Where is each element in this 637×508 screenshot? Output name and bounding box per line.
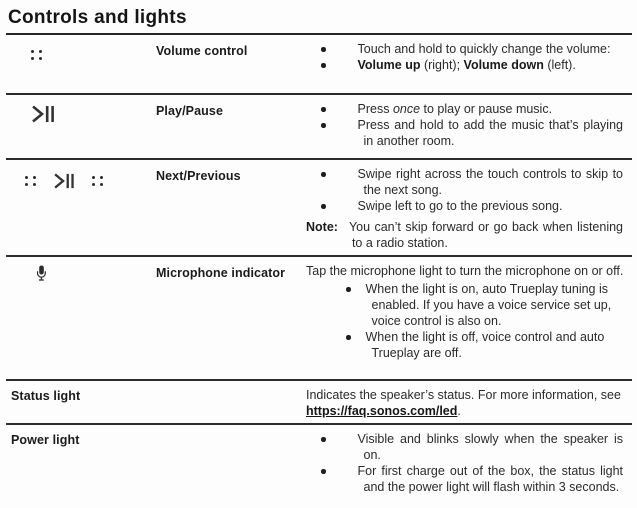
label-cell	[6, 381, 306, 423]
bullet-item	[306, 57, 623, 73]
row-label: Volume control	[156, 44, 248, 58]
row-label: Status light	[11, 389, 81, 403]
row-status-light	[6, 381, 632, 425]
bullet-item	[306, 117, 623, 149]
bullet-item	[306, 431, 623, 463]
microphone-icon	[35, 265, 156, 282]
description-cell	[306, 95, 632, 158]
label-cell	[156, 35, 306, 93]
bullet-dot-icon	[346, 335, 351, 340]
bullet-dot-icon	[321, 47, 326, 52]
bullet-dot-icon	[321, 469, 326, 474]
row-label: Microphone indicator	[156, 266, 286, 280]
next-dots-icon	[92, 176, 103, 186]
description-cell	[306, 425, 632, 508]
bullet-item	[306, 329, 626, 361]
row-power-light	[6, 425, 632, 508]
previous-dots-icon	[25, 176, 36, 186]
icon-cell	[6, 160, 156, 255]
controls-table	[6, 33, 632, 508]
bullet-dot-icon	[321, 437, 326, 442]
bullet-text: Swipe right across the touch controls to skip to the next song.	[357, 167, 623, 197]
bullet-text: Volume up (right); Volume down (left).	[357, 58, 576, 72]
label-cell	[156, 95, 306, 158]
bullet-item	[306, 281, 626, 329]
description-cell	[306, 381, 632, 423]
note-text: You can’t skip forward or go back when listening to a radio station.	[348, 220, 623, 250]
row-microphone-indicator	[6, 257, 632, 381]
page-title: Controls and lights	[8, 7, 187, 28]
bullet-item	[306, 41, 623, 57]
bullet-text: When the light is on, auto Trueplay tuning is enabled. If you have a voice service set up, voice control is also on.	[365, 282, 612, 328]
bullet-text: For first charge out of the box, the status light and the power light will flash within 3 seconds.	[357, 464, 623, 494]
status-text: Indicates the speaker’s status. For more information, see https://faq.sonos.com/led.	[306, 388, 621, 418]
bullet-dot-icon	[321, 123, 326, 128]
bullet-text: Swipe left to go to the previous song.	[357, 199, 563, 213]
row-volume-control	[6, 35, 632, 95]
row-play-pause	[6, 95, 632, 160]
row-label: Play/Pause	[156, 104, 224, 118]
description-cell	[306, 257, 635, 379]
row-next-previous	[6, 160, 632, 257]
description-cell	[306, 35, 632, 93]
icon-cell	[6, 95, 156, 158]
note-label: Note:	[306, 220, 338, 234]
play-pause-icon	[31, 105, 156, 123]
bullet-item	[306, 198, 623, 214]
label-cell	[6, 425, 306, 508]
intro-text: Tap the microphone light to turn the microphone on or off.	[306, 264, 624, 278]
bullet-dot-icon	[321, 63, 326, 68]
faq-link[interactable]: https://faq.sonos.com/led	[306, 404, 458, 418]
bullet-dot-icon	[321, 204, 326, 209]
row-label: Next/Previous	[156, 169, 241, 183]
bullet-item	[306, 101, 623, 117]
volume-dots-icon	[31, 50, 156, 60]
icon-cell	[6, 257, 156, 379]
bullet-text: Press and hold to add the music that’s playing in another room.	[357, 118, 623, 148]
note	[306, 219, 623, 251]
play-pause-icon	[53, 173, 75, 189]
bullet-dot-icon	[321, 107, 326, 112]
next-previous-icons	[25, 173, 156, 189]
bullet-dot-icon	[321, 172, 326, 177]
bullet-text: Touch and hold to quickly change the volume:	[357, 42, 611, 56]
bullet-text: When the light is off, voice control and auto Trueplay are off.	[365, 330, 605, 360]
bullet-text: Press once to play or pause music.	[357, 102, 553, 116]
bullet-item	[306, 463, 623, 495]
label-cell	[156, 257, 306, 379]
description-cell	[306, 160, 632, 255]
bullet-item	[306, 166, 623, 198]
label-cell	[156, 160, 306, 255]
bullet-text: Visible and blinks slowly when the speaker is on.	[357, 432, 623, 462]
icon-cell	[6, 35, 156, 93]
bullet-dot-icon	[346, 287, 351, 292]
row-label: Power light	[11, 433, 80, 447]
